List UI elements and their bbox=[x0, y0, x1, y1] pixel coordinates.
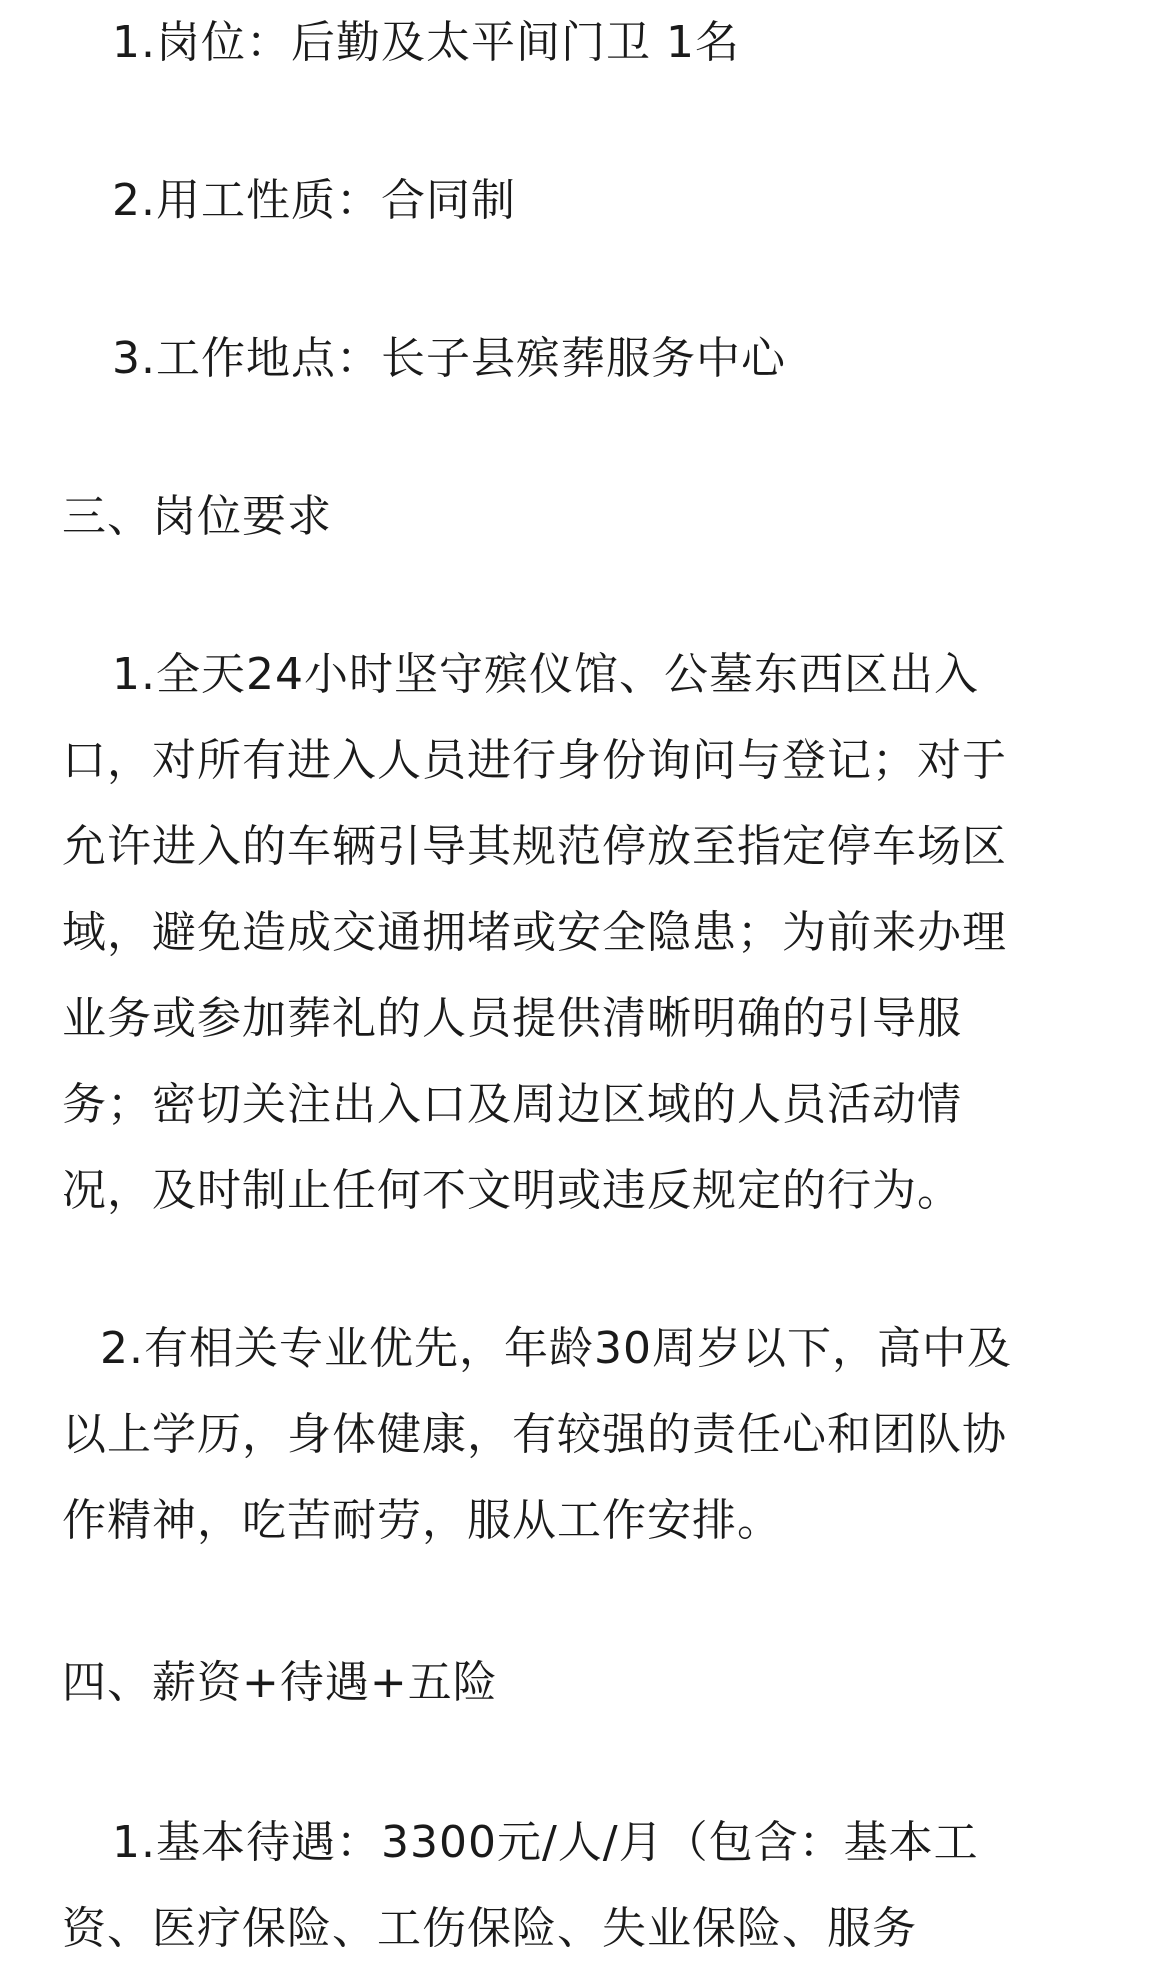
section-heading-salary: 四、薪资+待遇+五险 bbox=[62, 1657, 498, 1708]
paragraph-line: 资、医疗保险、工伤保险、失业保险、服务 bbox=[62, 1903, 917, 1954]
paragraph-line: 口，对所有进入人员进行身份询问与登记；对于 bbox=[62, 735, 1007, 786]
paragraph-line: 务；密切关注出入口及周边区域的人员活动情 bbox=[62, 1079, 962, 1130]
work-location-line: 3.工作地点：长子县殡葬服务中心 bbox=[112, 333, 786, 384]
paragraph-line: 况，及时制止任何不文明或违反规定的行为。 bbox=[62, 1165, 962, 1216]
paragraph-line: 允许进入的车辆引导其规范停放至指定停车场区 bbox=[62, 821, 1007, 872]
employment-type-line: 2.用工性质：合同制 bbox=[112, 175, 516, 226]
paragraph-line: 域，避免造成交通拥堵或安全隐患；为前来办理 bbox=[62, 907, 1007, 958]
paragraph-line: 1.全天24小时坚守殡仪馆、公墓东西区出入 bbox=[112, 649, 979, 700]
paragraph-line: 业务或参加葬礼的人员提供清晰明确的引导服 bbox=[62, 993, 962, 1044]
paragraph-line: 2.有相关专业优先，年龄30周岁以下，高中及 bbox=[100, 1323, 1012, 1374]
post-item-line: 1.岗位：后勤及太平间门卫 1名 bbox=[112, 17, 740, 68]
paragraph-line: 以上学历，身体健康，有较强的责任心和团队协 bbox=[62, 1409, 1007, 1460]
paragraph-line: 作精神，吃苦耐劳，服从工作安排。 bbox=[62, 1495, 782, 1546]
section-heading-requirements: 三、岗位要求 bbox=[62, 491, 332, 542]
paragraph-line: 1.基本待遇：3300元/人/月（包含：基本工 bbox=[112, 1817, 979, 1868]
